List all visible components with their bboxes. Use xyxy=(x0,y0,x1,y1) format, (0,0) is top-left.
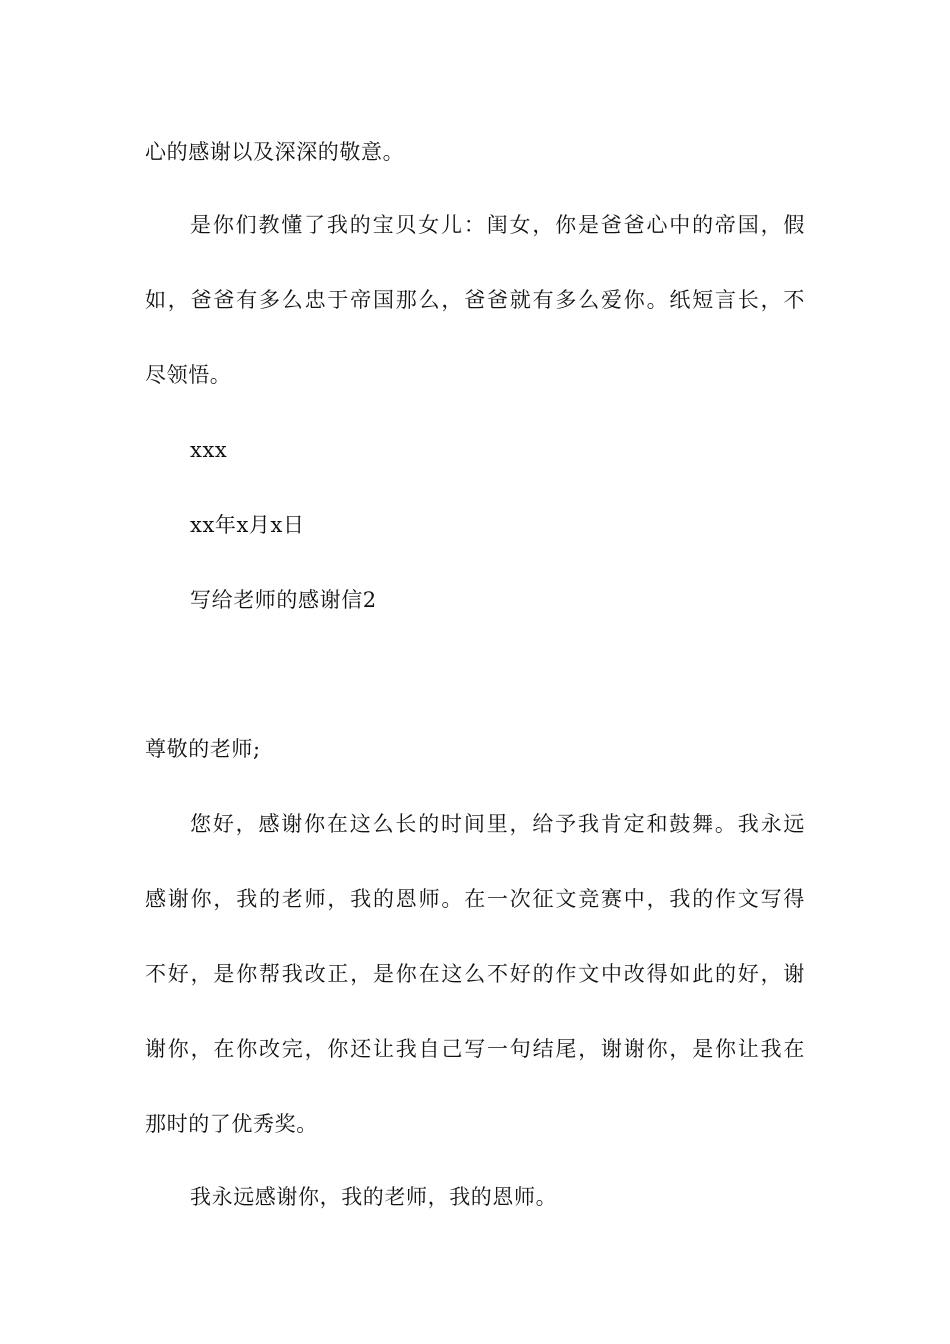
signature-date: xx年x月x日 xyxy=(190,513,305,537)
paragraph-line: 感谢你，我的老师，我的恩师。在一次征文竞赛中，我的作文写得 xyxy=(145,887,805,911)
salutation: 尊敬的老师; xyxy=(145,737,261,761)
paragraph-line: 您好，感谢你在这么长的时间里，给予我肯定和鼓舞。我永远 xyxy=(190,812,805,836)
paragraph-line: 那时的了优秀奖。 xyxy=(145,1112,318,1136)
letter-title: 写给老师的感谢信2 xyxy=(190,588,377,612)
paragraph-line: 心的感谢以及深深的敬意。 xyxy=(145,140,405,164)
paragraph-line: 如，爸爸有多么忠于帝国那么，爸爸就有多么爱你。纸短言长，不 xyxy=(145,288,805,312)
paragraph-line: 是你们教懂了我的宝贝女儿：闺女，你是爸爸心中的帝国，假 xyxy=(190,213,805,237)
paragraph-line: 尽领悟。 xyxy=(145,363,232,387)
paragraph-line: 我永远感谢你，我的老师，我的恩师。 xyxy=(190,1185,558,1209)
paragraph-line: 不好，是你帮我改正，是你在这么不好的作文中改得如此的好，谢 xyxy=(145,962,805,986)
paragraph-line: 谢你，在你改完，你还让我自己写一句结尾，谢谢你，是你让我在 xyxy=(145,1037,805,1061)
signature-name: xxx xyxy=(190,438,228,462)
